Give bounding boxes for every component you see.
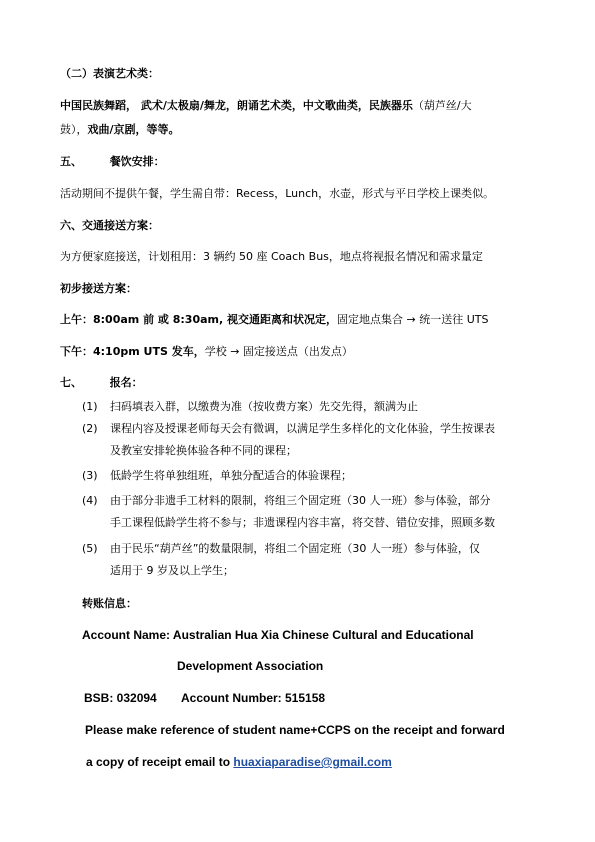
transfer-heading: 转账信息： xyxy=(82,597,137,610)
account-name-line-1: Account Name: Australian Hua Xia Chinese Cultural and Educational xyxy=(82,628,474,642)
list-item-number: (3) xyxy=(82,469,98,482)
signup-heading-number: 七、 xyxy=(60,376,82,389)
list-item-text xyxy=(110,396,534,418)
list-item-line: 课程内容及授课老师每天会有微调，以满足学生多样化的文化体验，学生按课表 xyxy=(110,422,495,435)
transport-morning-bold: 上午：8:00am 前 或 8:30am, 视交通距离和状况定， xyxy=(60,313,337,326)
email-link[interactable]: huaxiaparadise@gmail.com xyxy=(233,755,392,769)
transport-body: 为方便家庭接送，计划租用：3 辆约 50 座 Coach Bus，地点将视报名情况和需求量定 xyxy=(60,250,483,263)
food-body: 活动期间不提供午餐，学生需自带：Recess，Lunch，水壶，形式与平日学校上课类似。 xyxy=(60,187,495,200)
transport-morning-normal: 固定地点集合 → 统一送往 UTS xyxy=(337,313,489,326)
transport-sub-heading: 初步接送方案： xyxy=(60,282,137,295)
transport-afternoon-normal: 学校 → 固定接送点（出发点） xyxy=(204,345,353,358)
transport-heading: 六、交通接送方案： xyxy=(60,219,159,232)
performing-arts-line-1 xyxy=(60,98,472,114)
transport-afternoon-bold: 下午：4:10pm UTS 发车， xyxy=(60,345,205,358)
list-item-text xyxy=(110,538,534,582)
bsb-number: BSB: 032094 xyxy=(84,691,157,705)
list-item-line: 适用于 9 岁及以上学生； xyxy=(110,564,234,577)
list-item-text xyxy=(110,465,534,487)
account-name-line-2: Development Association xyxy=(177,659,324,673)
list-item-text xyxy=(110,490,534,534)
list-item-line: 扫码填表入群，以缴费为准（按收费方案）先交先得，额满为止 xyxy=(110,400,418,413)
food-heading-number: 五、 xyxy=(60,155,82,168)
list-item-number: (5) xyxy=(82,542,98,555)
transport-morning xyxy=(60,312,488,328)
performing-arts-heading: （二）表演艺术类： xyxy=(60,67,159,80)
food-heading-text: 餐饮安排： xyxy=(109,155,165,168)
signup-heading-text: 报名： xyxy=(109,376,143,389)
list-item-number: (2) xyxy=(82,422,98,435)
performing-arts-items-bold-2: 戏曲/京剧，等等。 xyxy=(87,123,180,136)
reference-line-1: Please make reference of student name+CCPS on the receipt and forward xyxy=(85,723,505,737)
food-heading xyxy=(60,154,165,170)
reference-prefix: a copy of receipt email to xyxy=(86,755,234,769)
list-item-number: (1) xyxy=(82,400,98,413)
list-item-line: 手工课程低龄学生将不参与；非遗课程内容丰富，将交替、错位安排，照顾多数 xyxy=(110,516,495,529)
account-number: Account Number: 515158 xyxy=(181,691,326,705)
performing-arts-line-2 xyxy=(60,122,180,138)
list-item-line: 由于部分非遗手工材料的限制，将组三个固定班（30 人一班）参与体验，部分 xyxy=(110,494,491,507)
list-item-line: 低龄学生将单独组班，单独分配适合的体验课程； xyxy=(110,469,352,482)
signup-heading xyxy=(60,375,143,391)
performing-arts-items-bold: 中国民族舞蹈， 武术/太极扇/舞龙，朗诵艺术类，中文歌曲类，民族器乐 xyxy=(60,99,413,112)
reference-line-2 xyxy=(86,754,392,770)
list-item-line: 及教室安排轮换体验各种不同的课程； xyxy=(110,444,297,457)
list-item-number: (4) xyxy=(82,494,98,507)
performing-arts-items-normal-2: 鼓）， xyxy=(60,123,88,136)
list-item-text xyxy=(110,418,534,462)
performing-arts-items-normal: （葫芦丝/大 xyxy=(412,99,472,112)
list-item-line: 由于民乐“葫芦丝”的数量限制，将组二个固定班（30 人一班）参与体验，仅 xyxy=(110,542,480,555)
transport-afternoon xyxy=(60,344,353,360)
